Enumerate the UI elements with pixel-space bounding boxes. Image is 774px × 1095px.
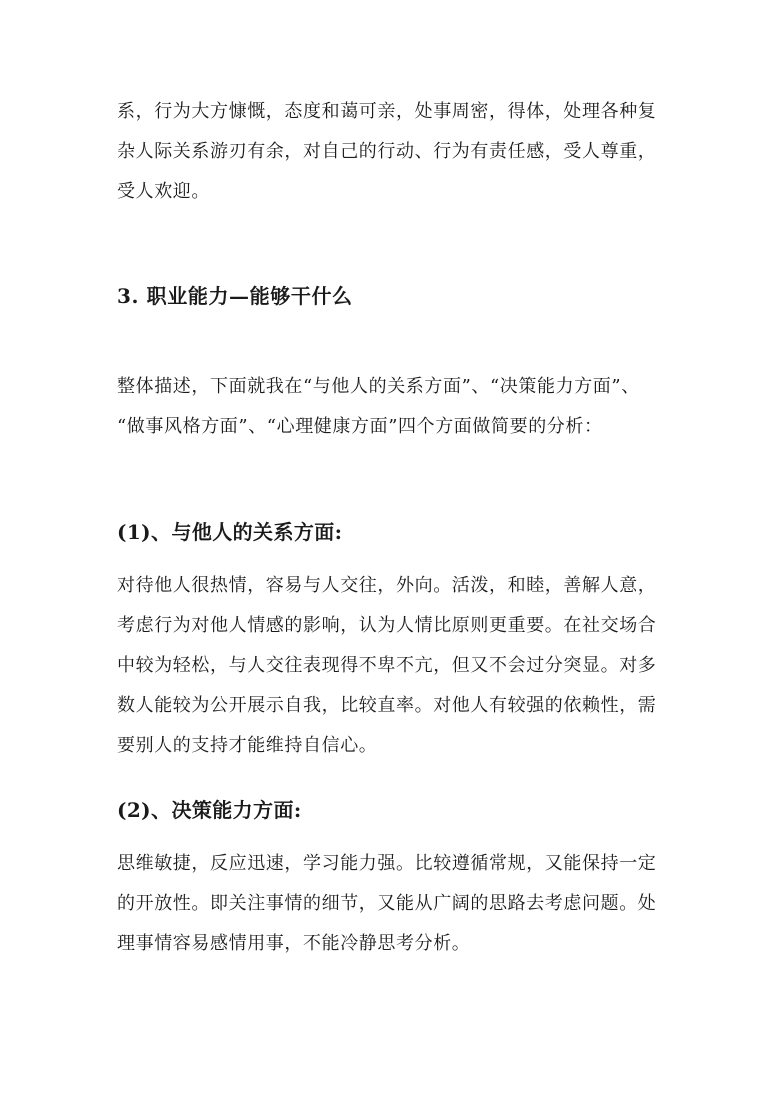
subsection-1-heading: (1)、与他人的关系方面: (117, 520, 343, 544)
sub2-line-3: 理事情容易感情用事，不能冷静思考分析。 (117, 933, 471, 954)
overview-line-1: 整体描述，下面就我在“与他人的关系方面”、“决策能力方面”、 (117, 376, 640, 397)
overview-paragraph (117, 367, 662, 447)
subsection-2-paragraph (117, 844, 662, 964)
sub1-line-2: 考虑行为对他人情感的影响，认为人情比原则更重要。在社交场合 (117, 615, 657, 636)
intro-paragraph (117, 92, 662, 212)
sub1-line-3: 中较为轻松，与人交往表现得不卑不亢，但又不会过分突显。对多 (117, 655, 657, 676)
sub1-line-5: 要别人的支持才能维持自信心。 (117, 735, 378, 756)
intro-line-1: 系，行为大方慷慨，态度和蔼可亲，处事周密，得体，处理各种复 (117, 101, 657, 122)
section-3-heading: 3. 职业能力—能够干什么 (117, 284, 353, 308)
intro-line-2: 杂人际关系游刃有余，对自己的行动、行为有责任感，受人尊重， (117, 141, 657, 162)
sub2-line-2: 的开放性。即关注事情的细节，又能从广阔的思路去考虑问题。处 (117, 893, 657, 914)
intro-line-3: 受人欢迎。 (117, 181, 210, 202)
sub2-line-1: 思维敏捷，反应迅速，学习能力强。比较遵循常规，又能保持一定 (117, 853, 657, 874)
subsection-2-heading: (2)、决策能力方面: (117, 798, 302, 822)
sub1-line-1: 对待他人很热情，容易与人交往，外向。活泼，和睦，善解人意， (117, 575, 657, 596)
overview-line-2: “做事风格方面”、“心理健康方面”四个方面做简要的分析： (117, 416, 603, 437)
subsection-1-paragraph (117, 566, 662, 766)
sub1-line-4: 数人能较为公开展示自我，比较直率。对他人有较强的依赖性，需 (117, 695, 657, 716)
